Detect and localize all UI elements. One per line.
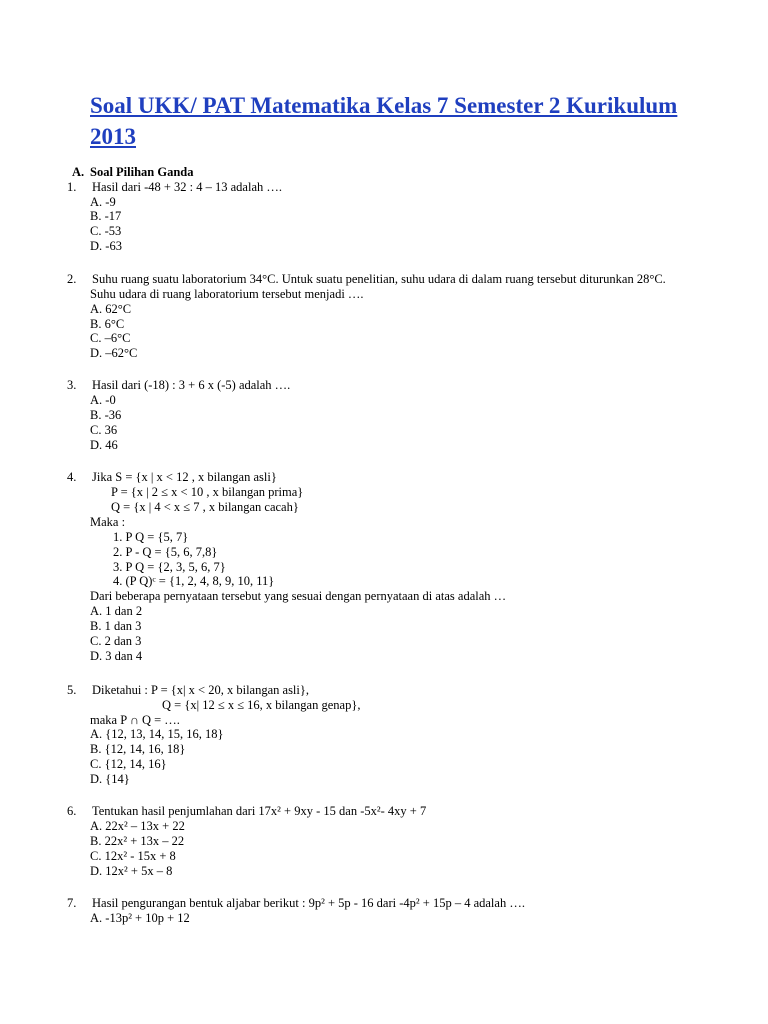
statement-item: 4. (P Q)ᶜ = {1, 2, 4, 8, 9, 10, 11}: [113, 574, 275, 588]
question-text: Diketahui : P = {x| x < 20, x bilangan asli},: [92, 683, 310, 697]
answer-option: A. 62°C: [90, 302, 132, 316]
answer-option: A. 22x² – 13x + 22: [90, 819, 185, 833]
statement-item: 1. P Q = {5, 7}: [113, 530, 189, 544]
answer-option: C. 12x² - 15x + 8: [90, 849, 176, 863]
question-prompt: Dari beberapa pernyataan tersebut yang sesuai dengan pernyataan di atas adalah …: [90, 589, 507, 603]
question-number: 1.: [67, 180, 77, 194]
answer-option: C. 36: [90, 423, 118, 437]
answer-option: D. {14}: [90, 772, 130, 786]
answer-option: C. –6°C: [90, 331, 131, 345]
question-number: 7.: [67, 896, 77, 910]
answer-option: C. 2 dan 3: [90, 634, 142, 648]
answer-option: A. 1 dan 2: [90, 604, 143, 618]
statement-item: 2. P - Q = {5, 6, 7,8}: [113, 545, 218, 559]
answer-option: B. 22x² + 13x – 22: [90, 834, 185, 848]
answer-option: D. –62°C: [90, 346, 138, 360]
question-number: 2.: [67, 272, 77, 286]
question-text: Jika S = {x | x < 12 , x bilangan asli}: [92, 470, 277, 484]
document-title-link[interactable]: Soal UKK/ PAT Matematika Kelas 7 Semester 2 Kurikulum 2013: [90, 93, 678, 149]
section-title: Soal Pilihan Ganda: [90, 165, 194, 179]
answer-option: D. 12x² + 5x – 8: [90, 864, 173, 878]
question-text: Hasil dari -48 + 32 : 4 – 13 adalah ….: [92, 180, 282, 194]
answer-option: D. 46: [90, 438, 118, 452]
question-text: Suhu udara di ruang laboratorium tersebut menjadi ….: [90, 287, 364, 301]
question-number: 3.: [67, 378, 77, 392]
question-text: Maka :: [90, 515, 126, 529]
question-text: Q = {x | 4 < x ≤ 7 , x bilangan cacah}: [111, 500, 299, 514]
answer-option: B. 1 dan 3: [90, 619, 142, 633]
answer-option: D. -63: [90, 239, 122, 253]
question-text: maka P ∩ Q = ….: [90, 713, 180, 727]
answer-option: B. -36: [90, 408, 122, 422]
answer-option: A. {12, 13, 14, 15, 16, 18}: [90, 727, 224, 741]
answer-option: A. -0: [90, 393, 116, 407]
question-number: 6.: [67, 804, 77, 818]
answer-option: C. {12, 14, 16}: [90, 757, 167, 771]
statement-item: 3. P Q = {2, 3, 5, 6, 7}: [113, 560, 226, 574]
answer-option: A. -9: [90, 195, 116, 209]
answer-option: D. 3 dan 4: [90, 649, 143, 663]
question-text: Suhu ruang suatu laboratorium 34°C. Untuk suatu penelitian, suhu udara di dalam ruang tersebut diturunkan 28°C.: [92, 272, 666, 286]
answer-option: B. -17: [90, 209, 122, 223]
question-text: Hasil pengurangan bentuk aljabar berikut : 9p² + 5p - 16 dari -4p² + 15p – 4 adalah ….: [92, 896, 525, 910]
question-text: P = {x | 2 ≤ x < 10 , x bilangan prima}: [111, 485, 304, 499]
question-number: 4.: [67, 470, 77, 484]
section-label: A.: [72, 165, 85, 179]
answer-option: B. {12, 14, 16, 18}: [90, 742, 186, 756]
answer-option: A. -13p² + 10p + 12: [90, 911, 190, 925]
question-text: Q = {x| 12 ≤ x ≤ 16, x bilangan genap},: [162, 698, 361, 712]
question-text: Tentukan hasil penjumlahan dari 17x² + 9xy - 15 dan -5x²- 4xy + 7: [92, 804, 427, 818]
answer-option: C. -53: [90, 224, 122, 238]
question-text: Hasil dari (-18) : 3 + 6 x (-5) adalah ….: [92, 378, 291, 392]
answer-option: B. 6°C: [90, 317, 125, 331]
question-number: 5.: [67, 683, 77, 697]
